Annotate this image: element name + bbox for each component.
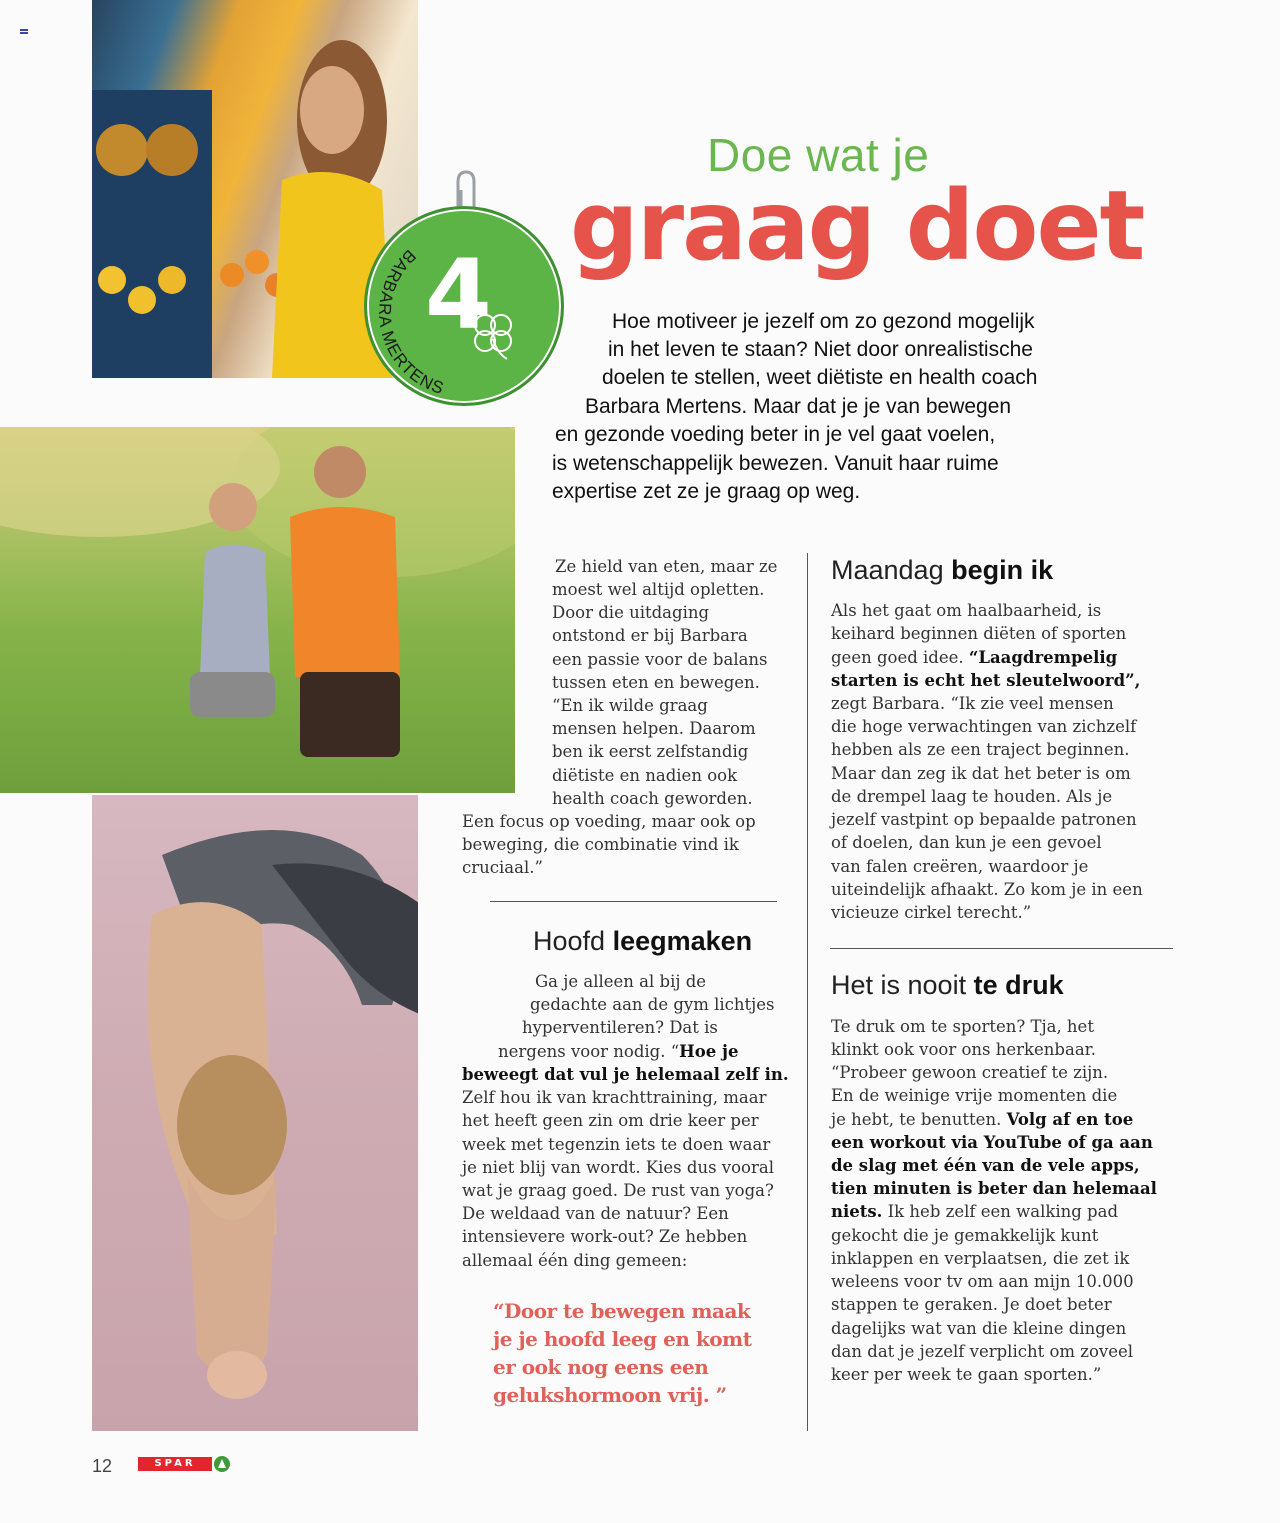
body-line: gekocht die je gemakkelijk kunt bbox=[831, 1226, 1099, 1245]
badge-number: 4 bbox=[425, 239, 492, 351]
body-line: diëtiste en nadien ook bbox=[552, 766, 738, 785]
body-line: de drempel laag te houden. Als je bbox=[831, 787, 1113, 806]
body-line: “En ik wilde graag bbox=[552, 696, 708, 715]
body-line: zegt Barbara. “Ik zie veel mensen bbox=[831, 694, 1114, 713]
title-line-2: graag doet bbox=[570, 170, 1144, 282]
body-line: dan dat je jezelf verplicht om zoveel bbox=[831, 1342, 1134, 1361]
body-line: Door die uitdaging bbox=[552, 603, 710, 622]
body-line: nergens voor nodig. “Hoe je bbox=[498, 1042, 739, 1061]
clover-icon bbox=[467, 309, 519, 361]
body-line: week met tegenzin iets te doen waar bbox=[462, 1135, 771, 1154]
badge-name bbox=[367, 209, 561, 403]
body-line: uiteindelijk afhaakt. Zo kom je in een bbox=[831, 880, 1143, 899]
photo-runners bbox=[0, 427, 515, 793]
divider bbox=[830, 948, 1173, 949]
body-line: Ze hield van eten, maar ze bbox=[555, 557, 778, 576]
pull-quote-line: gelukshormoon vrij. ” bbox=[493, 1383, 727, 1407]
photo-yoga bbox=[92, 795, 418, 1431]
flag-icon bbox=[20, 20, 28, 26]
body-line: dagelijks wat van die kleine dingen bbox=[831, 1319, 1127, 1338]
body-line: weleens voor tv om aan mijn 10.000 bbox=[831, 1272, 1134, 1291]
page-number: 12 bbox=[92, 1456, 113, 1476]
body-line: stappen te geraken. Je doet beter bbox=[831, 1295, 1112, 1314]
intro-line: en gezonde voeding beter in je vel gaat voelen, bbox=[555, 423, 996, 446]
body-line: jezelf vastpint op bepaalde patronen bbox=[831, 810, 1137, 829]
body-line: “Probeer gewoon creatief te zijn. bbox=[831, 1063, 1109, 1082]
body-line: gedachte aan de gym lichtjes bbox=[530, 995, 775, 1014]
body-line: de slag met één van de vele apps, bbox=[831, 1156, 1140, 1175]
intro-line: is wetenschappelijk bewezen. Vanuit haar ruime bbox=[552, 452, 999, 475]
body-line: van falen creëren, waardoor je bbox=[831, 857, 1089, 876]
body-line: cruciaal.” bbox=[462, 858, 543, 877]
spar-tree-icon bbox=[214, 1456, 230, 1472]
svg-text:BARBARA MERTENS: BARBARA MERTENS bbox=[375, 245, 447, 399]
intro-line: in het leven te staan? Niet door onrealistische bbox=[608, 338, 1033, 361]
intro-line: Barbara Mertens. Maar dat je je van bewegen bbox=[585, 395, 1012, 418]
body-line: moest wel altijd opletten. bbox=[552, 580, 765, 599]
body-line: De weldaad van de natuur? Een bbox=[462, 1204, 729, 1223]
body-line: vicieuze cirkel terecht.” bbox=[831, 903, 1032, 922]
intro-line: expertise zet ze je graag op weg. bbox=[552, 480, 861, 503]
brand-logo: SPAR bbox=[138, 1457, 212, 1471]
number-badge bbox=[364, 206, 564, 406]
section-heading-maandag: Maandag begin ik bbox=[831, 555, 1054, 585]
body-line: Ga je alleen al bij de bbox=[535, 972, 707, 991]
body-line: of doelen, dan kun je een gevoel bbox=[831, 833, 1102, 852]
body-line: hebben als ze een traject beginnen. bbox=[831, 740, 1130, 759]
body-line: intensievere work-out? Ze hebben bbox=[462, 1227, 748, 1246]
body-line: wat je graag goed. De rust van yoga? bbox=[462, 1181, 774, 1200]
body-line: beweging, die combinatie vind ik bbox=[462, 835, 739, 854]
body-line: Te druk om te sporten? Tja, het bbox=[831, 1017, 1094, 1036]
body-line: beweegt dat vul je helemaal zelf in. bbox=[462, 1065, 789, 1084]
body-line: Een focus op voeding, maar ook op bbox=[462, 812, 756, 831]
pull-quote-line: “Door te bewegen maak bbox=[493, 1299, 751, 1323]
body-line: een workout via YouTube of ga aan bbox=[831, 1133, 1153, 1152]
section-heading-druk: Het is nooit te druk bbox=[831, 970, 1064, 1000]
body-line: starten is echt het sleutelwoord”, bbox=[831, 671, 1141, 690]
body-line: mensen helpen. Daarom bbox=[552, 719, 756, 738]
pull-quote-line: je je hoofd leeg en komt bbox=[493, 1327, 752, 1351]
title-line-1: Doe wat je bbox=[707, 129, 930, 181]
body-line: klinkt ook voor ons herkenbaar. bbox=[831, 1040, 1096, 1059]
body-line: health coach geworden. bbox=[552, 789, 753, 808]
body-line: keer per week te gaan sporten.” bbox=[831, 1365, 1102, 1384]
body-line: hyperventileren? Dat is bbox=[522, 1018, 718, 1037]
body-line: niets. Ik heb zelf een walking pad bbox=[831, 1202, 1119, 1221]
body-line: En de weinige vrije momenten die bbox=[831, 1086, 1118, 1105]
intro-line: doelen te stellen, weet diëtiste en health coach bbox=[602, 366, 1038, 389]
body-line: Maar dan zeg ik dat het beter is om bbox=[831, 764, 1131, 783]
section-heading-hoofd: Hoofd leegmaken bbox=[533, 926, 753, 956]
intro-line: Hoe motiveer je jezelf om zo gezond mogelijk bbox=[612, 310, 1035, 333]
divider bbox=[490, 901, 777, 902]
body-line: het heeft geen zin om drie keer per bbox=[462, 1111, 759, 1130]
body-line: geen goed idee. “Laagdrempelig bbox=[831, 648, 1118, 667]
body-line: je hebt, te benutten. Volg af en toe bbox=[831, 1110, 1134, 1129]
column-divider bbox=[807, 553, 808, 1431]
body-line: Als het gaat om haalbaarheid, is bbox=[831, 601, 1102, 620]
body-line: tien minuten is beter dan helemaal bbox=[831, 1179, 1157, 1198]
body-line: Zelf hou ik van krachttraining, maar bbox=[462, 1088, 767, 1107]
body-line: inklappen en verplaatsen, die zet ik bbox=[831, 1249, 1130, 1268]
body-line: die hoge verwachtingen van zichzelf bbox=[831, 717, 1137, 736]
body-line: een passie voor de balans bbox=[552, 650, 768, 669]
body-line: keihard beginnen diëten of sporten bbox=[831, 624, 1127, 643]
body-line: je niet blij van wordt. Kies dus vooral bbox=[462, 1158, 774, 1177]
body-line: ontstond er bij Barbara bbox=[552, 626, 748, 645]
body-line: ben ik eerst zelfstandig bbox=[552, 742, 749, 761]
pull-quote-line: er ook nog eens een bbox=[493, 1355, 709, 1379]
body-line: allemaal één ding gemeen: bbox=[462, 1251, 688, 1270]
body-line: tussen eten en bewegen. bbox=[552, 673, 760, 692]
